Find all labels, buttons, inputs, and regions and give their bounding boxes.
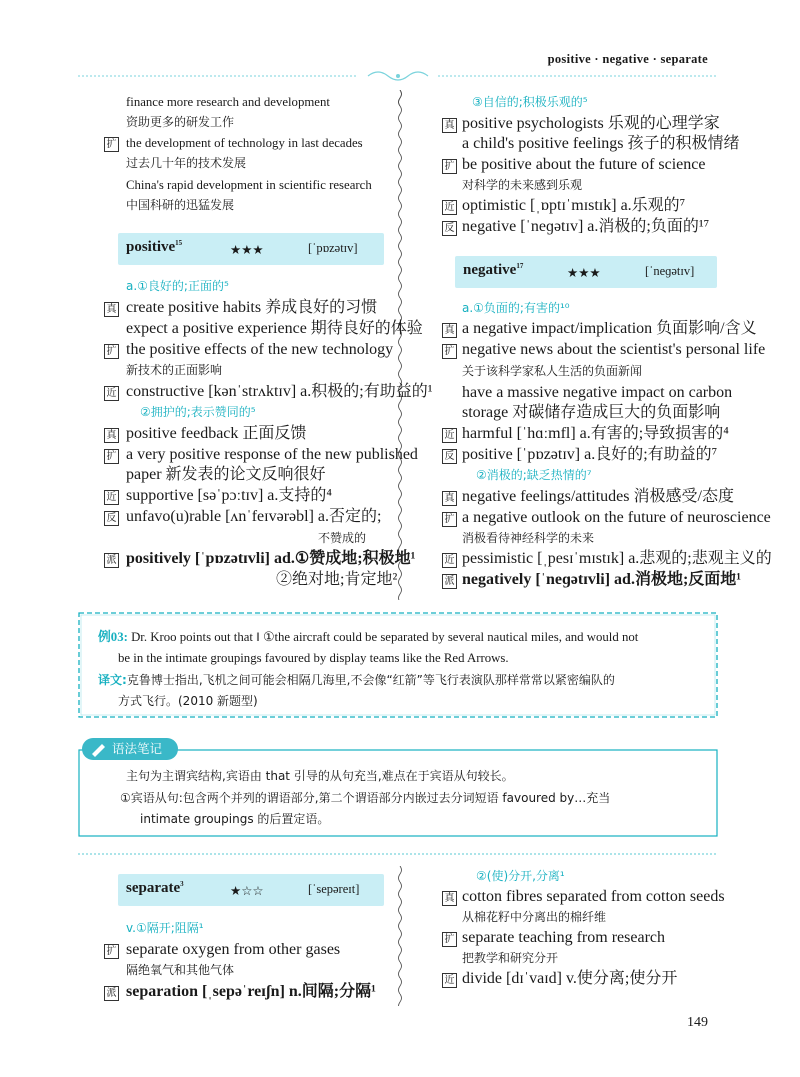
text-line: positive [ˈpɒzətɪv] a.良好的;有助益的⁷ — [462, 446, 718, 463]
text-line: the positive effects of the new technology — [126, 341, 394, 358]
headword-box-separate — [118, 874, 384, 906]
rating-stars: ★★★ — [567, 265, 601, 280]
text-line: the development of technology in last decades — [126, 136, 363, 150]
column-divider — [396, 866, 404, 1006]
text-line: 资助更多的研发工作 — [126, 115, 235, 129]
extend-tag: 扩 — [104, 944, 119, 959]
text-line: create positive habits 养成良好的习惯 — [126, 299, 378, 316]
translation-line: 方式飞行。(2010 新题型) — [118, 694, 258, 708]
example-line: be in the intimate groupings favoured by display teams like the Red Arrows. — [118, 651, 509, 665]
text-line: 中国科研的迅猛发展 — [126, 198, 235, 212]
example-line: 例03: Dr. Kroo points out that ‖ ①the aircraft could be separated by several nautical miles, and would not — [98, 630, 639, 644]
rating-stars: ★★★ — [230, 242, 264, 257]
text-line: a negative impact/implication 负面影响/含义 — [462, 320, 757, 337]
text-line: have a massive negative impact on carbon — [462, 384, 733, 401]
text-line: positive feedback 正面反馈 — [126, 425, 307, 442]
text-line: 对科学的未来感到乐观 — [462, 178, 583, 192]
grammar-line: ①宾语从句:包含两个并列的谓语部分,第二个谓语部分内嵌过去分词短语 favoured by…充当 — [120, 791, 611, 805]
headword-box-positive — [118, 233, 384, 265]
text-line: China's rapid development in scientific research — [126, 178, 372, 192]
sense-heading: ②(使)分开,分离¹ — [476, 869, 565, 883]
sense-heading: ②拥护的;表示赞同的⁵ — [140, 405, 256, 419]
derivative-tag: 派 — [104, 986, 119, 1001]
extend-tag: 扩 — [442, 344, 457, 359]
text-line: a negative outlook on the future of neuroscience — [462, 509, 771, 526]
text-line: 不赞成的 — [318, 531, 367, 545]
headword: separate$^3$ — [126, 880, 184, 896]
text-line: 过去几十年的技术发展 — [126, 156, 247, 170]
extend-tag: 扩 — [442, 159, 457, 174]
text-line: a child's positive feelings 孩子的积极情绪 — [462, 135, 740, 152]
text-line: 消极看待神经科学的未来 — [462, 531, 595, 545]
section-rule — [78, 852, 718, 856]
grammar-line: 主句为主谓宾结构,宾语由 that 引导的从句充当,难点在于宾语从句较长。 — [126, 769, 514, 783]
text-line: expect a positive experience 期待良好的体验 — [126, 320, 423, 337]
antonym-tag: 反 — [442, 449, 457, 464]
synonym-tag: 近 — [104, 386, 119, 401]
sense-heading: a.①良好的;正面的⁵ — [126, 279, 229, 293]
extend-tag: 扩 — [104, 344, 119, 359]
phonetic: [ˈsepəreɪt] — [308, 882, 360, 896]
sense-heading: a.①负面的;有害的¹⁰ — [462, 301, 570, 315]
text-line: negatively [ˈneɡətɪvli] ad.消极地;反面地¹ — [462, 571, 742, 588]
header-ornament — [78, 70, 718, 82]
text-line: negative feelings/attitudes 消极感受/态度 — [462, 488, 734, 505]
text-line: negative news about the scientist's personal life — [462, 341, 766, 358]
running-header: positive · negative · separate — [547, 52, 708, 66]
text-line: negative [ˈneɡətɪv] a.消极的;负面的¹⁷ — [462, 218, 710, 235]
text-line: be positive about the future of science — [462, 156, 706, 173]
sense-heading: ③自信的;积极乐观的⁵ — [472, 95, 588, 109]
text-line: ②绝对地;肯定地² — [276, 571, 398, 588]
rating-stars: ★☆☆ — [230, 883, 264, 898]
real-tag: 真 — [104, 302, 119, 317]
text-line: 从棉花籽中分离出的棉纤维 — [462, 910, 607, 924]
headword: positive$^{15}$ — [126, 239, 183, 255]
headword-box-negative — [455, 256, 717, 288]
text-line: a very positive response of the new published — [126, 446, 418, 463]
text-line: separate teaching from research — [462, 929, 665, 946]
text-line: harmful [ˈhɑːmfl] a.有害的;导致损害的⁴ — [462, 425, 729, 442]
text-line: positively [ˈpɒzətɪvli] ad.①赞成地;积极地¹ — [126, 550, 416, 567]
sense-heading: v.①隔开;阻隔¹ — [126, 921, 204, 935]
extend-tag: 扩 — [442, 932, 457, 947]
grammar-title: 语法笔记 — [112, 741, 163, 756]
text-line: positive psychologists 乐观的心理学家 — [462, 115, 720, 132]
phonetic: [ˈpɒzətɪv] — [308, 241, 358, 255]
antonym-tag: 反 — [442, 221, 457, 236]
real-tag: 真 — [442, 323, 457, 338]
derivative-tag: 派 — [442, 574, 457, 589]
text-line: supportive [səˈpɔːtɪv] a.支持的⁴ — [126, 487, 332, 504]
text-line: cotton fibres separated from cotton seeds — [462, 888, 725, 905]
extend-tag: 扩 — [104, 137, 119, 152]
synonym-tag: 近 — [442, 973, 457, 988]
text-line: paper 新发表的论文反响很好 — [126, 466, 326, 483]
translation-line: 译文:克鲁博士指出,飞机之间可能会相隔几海里,不会像“红箭”等飞行表演队那样常常以紧密编队的 — [98, 673, 615, 687]
text-line: 关于该科学家私人生活的负面新闻 — [462, 364, 643, 378]
real-tag: 真 — [104, 428, 119, 443]
synonym-tag: 近 — [442, 200, 457, 215]
synonym-tag: 近 — [442, 428, 457, 443]
derivative-tag: 派 — [104, 553, 119, 568]
real-tag: 真 — [442, 118, 457, 133]
text-line: 新技术的正面影响 — [126, 363, 223, 377]
text-line: separate oxygen from other gases — [126, 941, 341, 958]
text-line: separation [ˌsepəˈreɪʃn] n.间隔;分隔¹ — [126, 983, 376, 1000]
headword: negative$^{17}$ — [463, 262, 524, 278]
text-line: constructive [kənˈstrʌktɪv] a.积极的;有助益的¹ — [126, 383, 433, 400]
real-tag: 真 — [442, 491, 457, 506]
text-line: 把教学和研究分开 — [462, 951, 559, 965]
page-number: 149 — [687, 1015, 708, 1030]
text-line: 隔绝氧气和其他气体 — [126, 963, 235, 977]
antonym-tag: 反 — [104, 511, 119, 526]
text-line: unfavo(u)rable [ʌnˈfeɪvərəbl] a.否定的; — [126, 508, 382, 525]
text-line: divide [dɪˈvaɪd] v.使分离;使分开 — [462, 970, 678, 987]
synonym-tag: 近 — [104, 490, 119, 505]
text-line: finance more research and development — [126, 95, 330, 109]
extend-tag: 扩 — [104, 449, 119, 464]
real-tag: 真 — [442, 891, 457, 906]
synonym-tag: 近 — [442, 553, 457, 568]
text-line: storage 对碳储存造成巨大的负面影响 — [462, 404, 721, 421]
phonetic: [ˈneɡətɪv] — [645, 264, 695, 278]
extend-tag: 扩 — [442, 512, 457, 527]
grammar-line: intimate groupings 的后置定语。 — [140, 812, 330, 826]
column-divider — [396, 90, 404, 600]
text-line: optimistic [ˌɒptɪˈmɪstɪk] a.乐观的⁷ — [462, 197, 686, 214]
sense-heading: ②消极的;缺乏热情的⁷ — [476, 468, 592, 482]
text-line: pessimistic [ˌpesɪˈmɪstɪk] a.悲观的;悲观主义的 — [462, 550, 772, 567]
